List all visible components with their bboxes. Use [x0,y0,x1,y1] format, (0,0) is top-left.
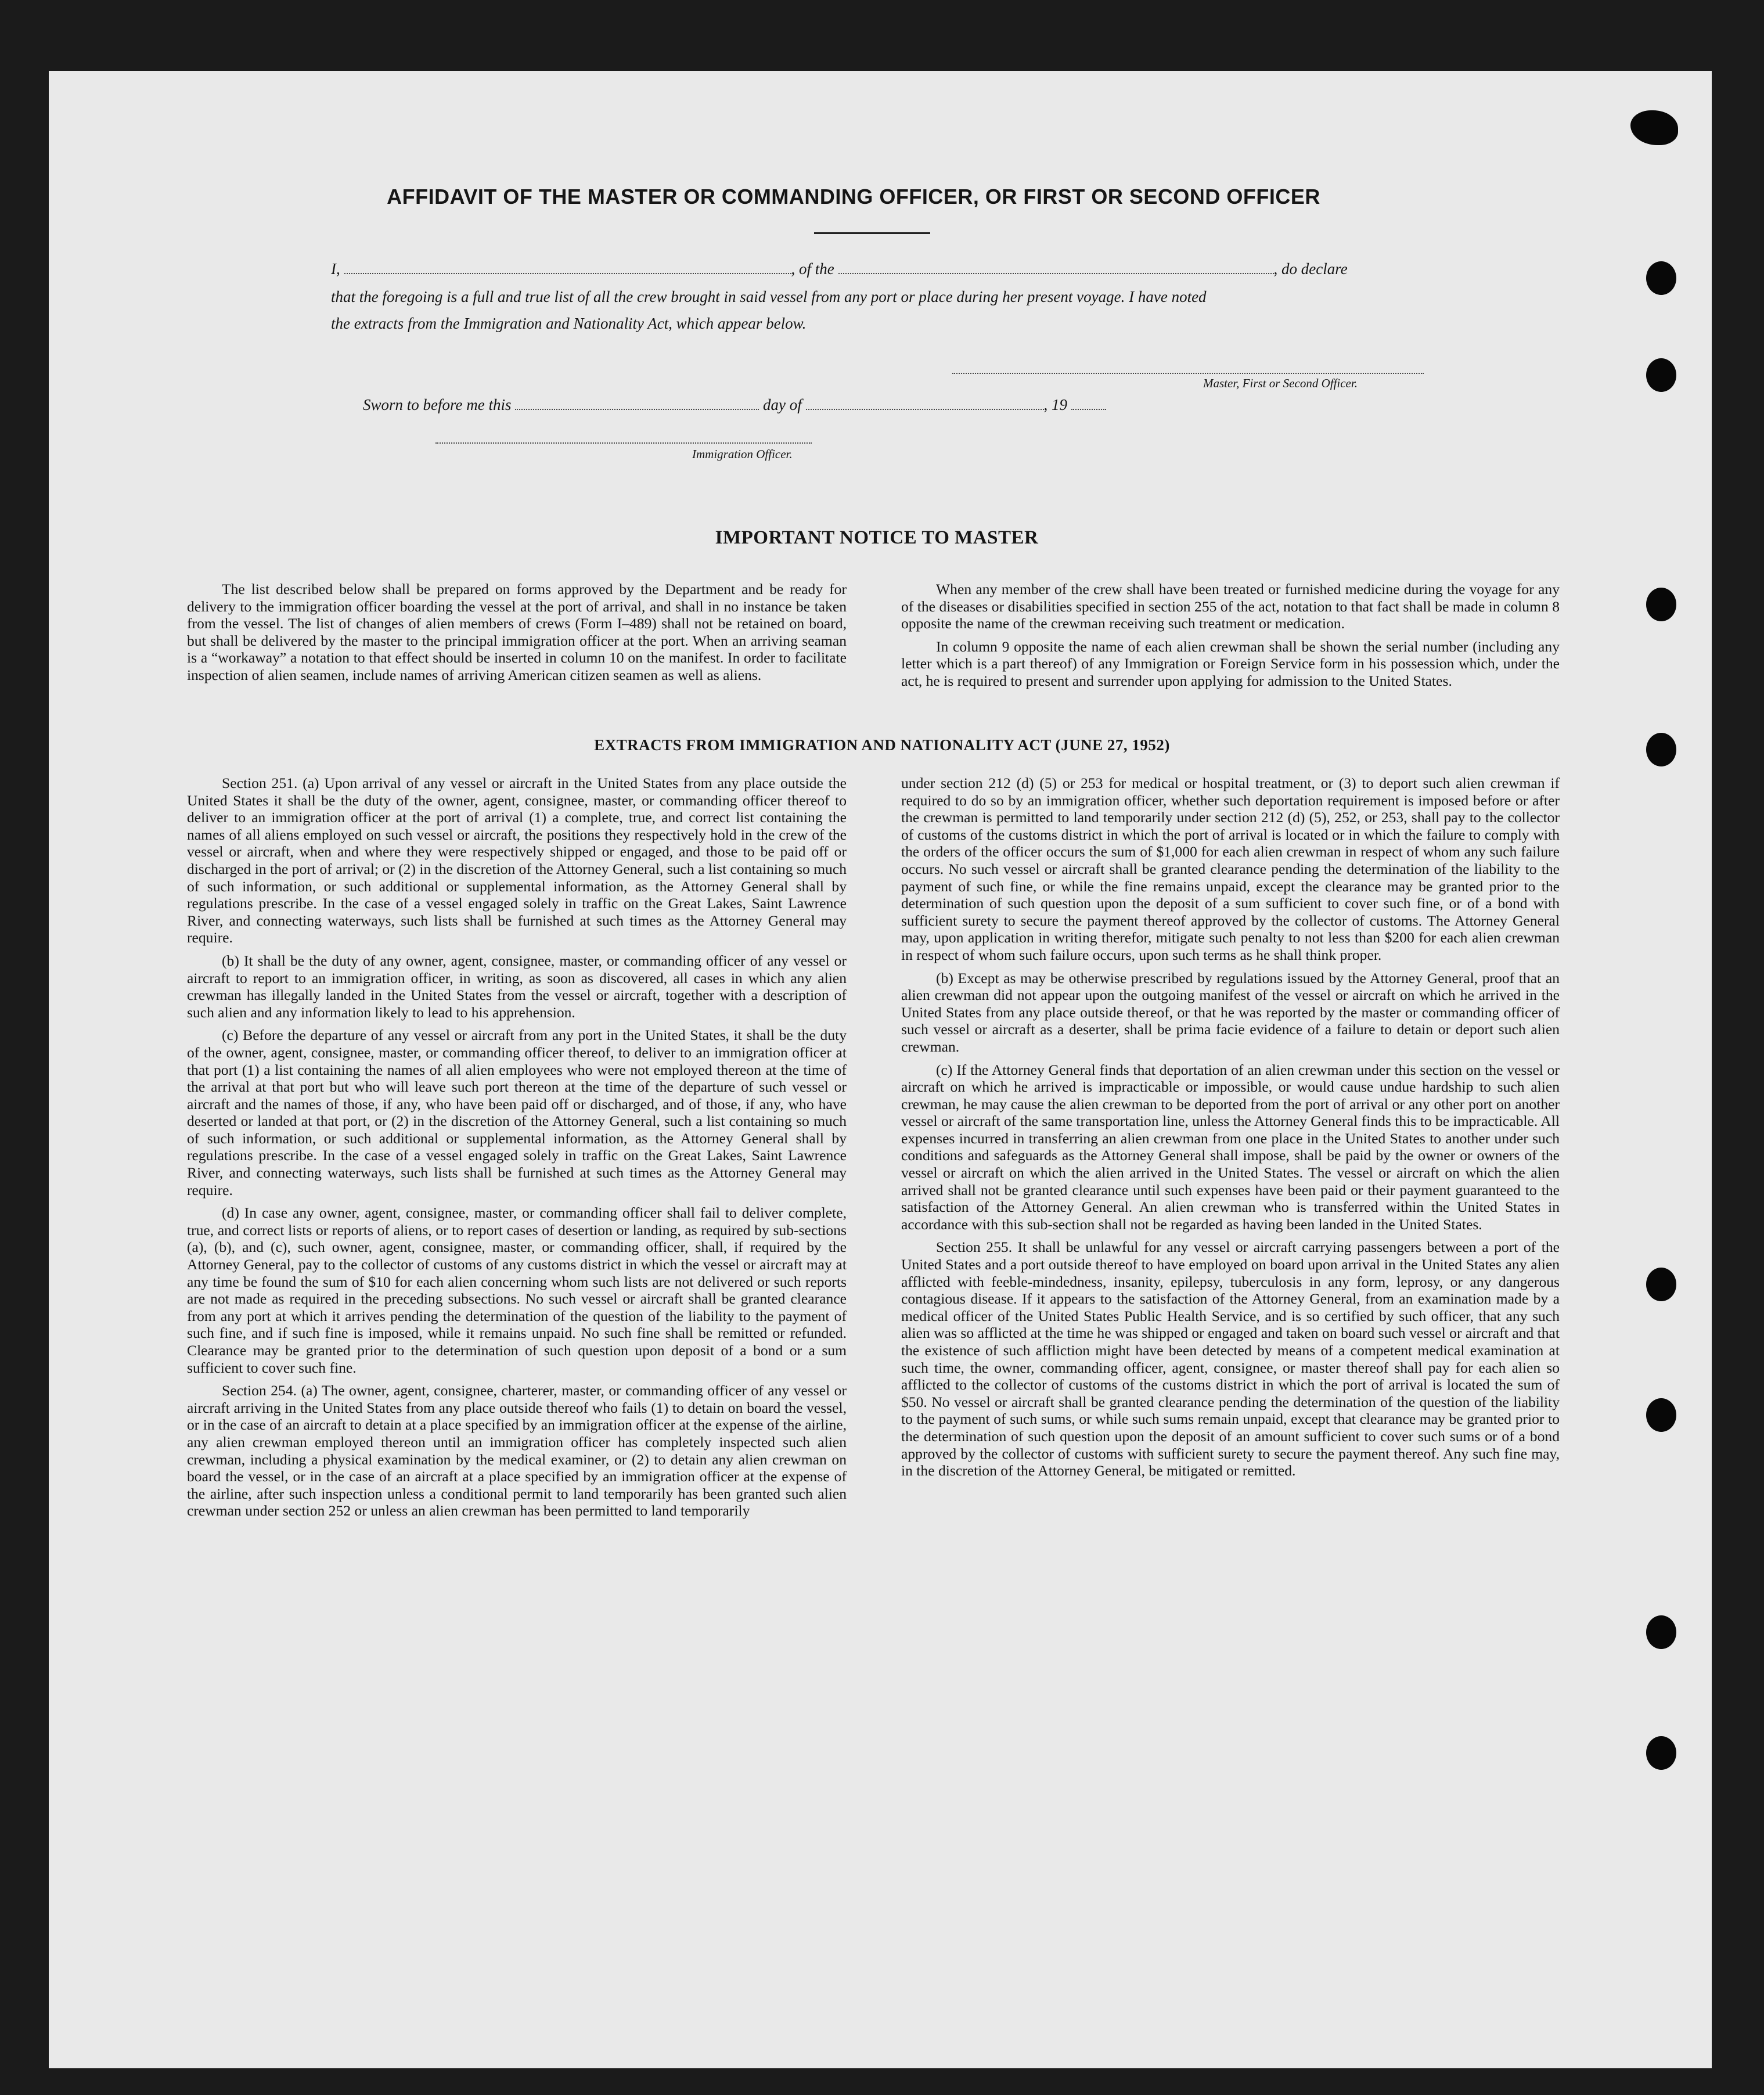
extracts-left-column [187,775,847,1520]
title-divider [814,232,930,234]
punch-hole [1646,358,1676,392]
officer-signature-line[interactable] [435,442,812,444]
master-signature-label: Master, First or Second Officer. [1203,376,1358,390]
notice-right-column [901,581,1560,690]
master-name-field[interactable] [344,261,791,274]
declaration-mid: , of the [791,260,834,278]
punch-hole [1646,1615,1676,1649]
declaration-text-line-2: that the foregoing is a full and true list of all the crew brought in said vessel from any port or place during her present voyage. I have noted [331,288,1207,305]
notice-paragraph: The list described below shall be prepared on forms approved by the Department and be ready for delivery to the immigration officer boarding the vessel at the port of arrival, and shall in no instance be taken from the vessel. The list of changes of alien members of crews (Form I–489) shall not be retained on board, but shall be delivered by the master to the principal immigration officer at the port. When an arriving seaman is a “workaway” a notation to that effect should be inserted in column 10 on the manifest. In order to facilitate inspection of alien seamen, include names of arriving American citizen seamen as well as aliens. [187,581,847,683]
section-paragraph: (b) It shall be the duty of any owner, agent, consignee, master, or commanding officer of any vessel or aircraft to report to an immigration officer, in writing, as soon as discovered, all cases in which any alien crewman has illegally landed in the United States from the vessel or aircraft, together with a description of such alien and any information likely to lead to his apprehension. [187,952,847,1021]
section-paragraph: Section 251. (a) Upon arrival of any vessel or aircraft in the United States from any place outside the United States it shall be the duty of the owner, agent, consignee, master, or commanding officer thereof to deliver to an immigration officer at the port of arrival (1) a complete, true, and correct list containing the names of all aliens employed on such vessel or aircraft, the positions they respectively hold in the crew of the vessel or aircraft, when and where they were respectively shipped or engaged, and those to be paid off or discharged in the port of arrival; or (2) in the discretion of the Attorney General, such a list containing so much of such information, or such additional or supplemental information, as the Attorney General shall by regulations prescribe. In the case of a vessel engaged solely in traffic on the Great Lakes, Saint Lawrence River, and connecting waterways, such lists shall be furnished at such times as the Attorney General may require. [187,775,847,946]
section-paragraph: (c) Before the departure of any vessel or aircraft from any port in the United States, it shall be the duty of the owner, agent, consignee, master, or commanding officer thereof, to deliver to an immigration officer at that port (1) a list containing the names of all alien employees who were not employed thereon at the time of the arrival at that port but who will leave such port thereon at the time of the departure of such vessel or aircraft and the names of those, if any, who have been paid off or discharged, and of those, if any, who have deserted or landed at that port, or (2) in the discretion of the Attorney General, such a list containing so much of such information, or such additional or supplemental information, as the Attorney General shall by regulations prescribe. In the case of a vessel engaged solely in traffic on the Great Lakes, Saint Lawrence River, and connecting waterways, such lists shall be furnished at such times as the Attorney General may require. [187,1027,847,1198]
section-paragraph: (b) Except as may be otherwise prescribed by regulations issued by the Attorney General, proof that an alien crewman did not appear upon the outgoing manifest of the vessel or aircraft on which he arrived in the United States from any place outside thereof, or that he was reported by the master or commanding officer of such vessel or aircraft as a deserter, shall be prima facie evidence of a failure to detain or deport such alien crewman. [901,969,1560,1055]
declaration-end: , do declare [1273,260,1348,278]
vessel-name-field[interactable] [838,261,1274,274]
extracts-heading: EXTRACTS FROM IMMIGRATION AND NATIONALITY ACT (JUNE 27, 1952) [594,736,1170,754]
declaration-line [331,260,1348,278]
affidavit-title: AFFIDAVIT OF THE MASTER OR COMMANDING OFFICER, OR FIRST OR SECOND OFFICER [387,185,1320,208]
section-paragraph: (d) In case any owner, agent, consignee, master, or commanding officer shall fail to deliver complete, true, and correct lists or reports of aliens, or to report cases of desertion or landing, as required by sub-sections (a), (b), and (c), such owner, agent, consignee, master, or commanding officer, shall, if required by the Attorney General, pay to the collector of customs of any customs district in which the vessel or aircraft may at any time be found the sum of $10 for each alien concerning whom such lists are not delivered or such reports are not made as required in the preceding subsections. No such vessel or aircraft shall be granted clearance from any port at which it arrives pending the determination of the question of the liability to the payment of such fine, and if such fine is imposed, while it remains unpaid. No such fine shall be remitted or refunded. Clearance may be granted prior to the determination of such question upon deposit of a bond or a sum sufficient to cover such fine. [187,1204,847,1376]
section-paragraph: Section 254. (a) The owner, agent, consignee, charterer, master, or commanding officer of any vessel or aircraft arriving in the United States from any place outside thereof who fails (1) to detain on board the vessel, or in the case of an aircraft to detain at a place specified by an immigration officer at the expense of the airline, any alien crewman employed thereon until an immigration officer has completely inspected such alien crewman, including a physical examination by the medical examiner, or (2) to detain any alien crewman on board the vessel, or in the case of an aircraft at a place specified by an immigration officer at the expense of the airline, after such inspection unless a conditional permit to land temporarily has been granted such alien crewman under section 252 or unless an alien crewman has been permitted to land temporarily [187,1382,847,1520]
punch-hole [1646,1736,1676,1770]
master-signature-line[interactable] [952,373,1424,374]
punch-hole [1646,261,1676,295]
declaration-start: I, [331,260,340,278]
section-paragraph: (c) If the Attorney General finds that deportation of an alien crewman under this section on the vessel or aircraft on which he arrived is impracticable or impossible, or would cause undue hardship to such alien crewman, he may cause the alien crewman to be deported from the port of arrival or any other port on another vessel or aircraft of the same transportation line, unless the Attorney General finds this to be impracticable. All expenses incurred in transferring an alien crewman from one place in the United States to another under such conditions and safeguards as the Attorney General shall impose, shall be paid by the owner or owners of the vessel or aircraft on which the alien arrived in the United States. The vessel or aircraft on which the alien arrived shall not be granted clearance until such expenses have been paid or their payment guaranteed to the satisfaction of the Attorney General. An alien crewman who is transferred within the United States in accordance with this sub-section shall not be regarded as having been landed in the United States. [901,1061,1560,1233]
punch-hole [1646,1268,1676,1301]
notice-paragraph: When any member of the crew shall have been treated or furnished medicine during the voyage for any of the diseases or disabilities specified in section 255 of the act, notation to that fact shall be made in column 8 opposite the name of the crewman receiving such treatment or medication. [901,581,1560,632]
notice-title: IMPORTANT NOTICE TO MASTER [715,527,1039,548]
section-paragraph: Section 255. It shall be unlawful for any vessel or aircraft carrying passengers between a port of the United States and a port outside thereof to have employed on board upon arrival in the United States any alien afflicted with feeble-mindedness, insanity, epilepsy, tuberculosis in any form, leprosy, or any dangerous contagious disease. If it appears to the satisfaction of the Attorney General, from an examination made by a medical officer of the United States Public Health Service, and is so certified by such officer, that any such alien was so afflicted at the time he was shipped or engaged and taken on board such vessel or aircraft and that the existence of such affliction might have been detected by means of a competent medical examination at such time, the owner, commanding officer, agent, consignee, or master thereof shall pay for each alien so afflicted to the collector of customs of the customs district in which the port of arrival is located the sum of $50. No vessel or aircraft shall be granted clearance pending the determination of the question of the liability to the payment of such sums, or while such sums remain unpaid, except that clearance may be granted prior to the determination of such question upon the deposit of an amount sufficient to cover such sums or of a bond approved by the collector of customs with sufficient surety to secure the payment thereof. Any such fine may, in the discretion of the Attorney General, be mitigated or remitted. [901,1239,1560,1480]
sworn-day-field[interactable] [515,397,759,410]
sworn-line [363,396,1106,414]
sworn-start: Sworn to before me this [363,396,512,413]
sworn-end: , 19 [1043,396,1067,413]
officer-signature-label: Immigration Officer. [692,447,793,461]
punch-hole [1646,588,1676,621]
sworn-mid: day of [763,396,802,413]
section-paragraph: under section 212 (d) (5) or 253 for medical or hospital treatment, or (3) to deport such alien crewman if required to do so by an immigration officer, whether such deportation requirement is imposed before or after the crewman is permitted to land temporarily under section 212 (d) (5), 252, or 253, shall pay to the collector of customs of the customs district in which the port of arrival is located or in which the failure to comply with the orders of the officer occurs the sum of $1,000 for each alien crewman in respect of whom any such failure occurs. No such vessel or aircraft shall be granted clearance pending the determination of the liability to the payment of such fine, or while the fine remains unpaid, except the clearance may be granted prior to the determination of such question upon the deposit of a sum sufficient to cover such fine, or of a bond with sufficient surety to secure the payment thereof approved by the collector of customs. The Attorney General may, upon application in writing therefor, mitigate such penalty to not less than $200 for each alien crewman in respect of whom such failure occurs, upon such terms as he shall think proper. [901,775,1560,963]
declaration-text-line-3: the extracts from the Immigration and Nationality Act, which appear below. [331,315,807,332]
extracts-right-column [901,775,1560,1480]
notice-left-column [187,581,847,684]
sworn-year-field[interactable] [1071,397,1106,410]
sworn-month-field[interactable] [806,397,1044,410]
notice-paragraph: In column 9 opposite the name of each alien crewman shall be shown the serial number (including any letter which is a part thereof) of any Immigration or Foreign Service form in his possession which, under the act, he is required to present and surrender upon applying for admission to the United States. [901,638,1560,689]
punch-hole [1646,1398,1676,1432]
